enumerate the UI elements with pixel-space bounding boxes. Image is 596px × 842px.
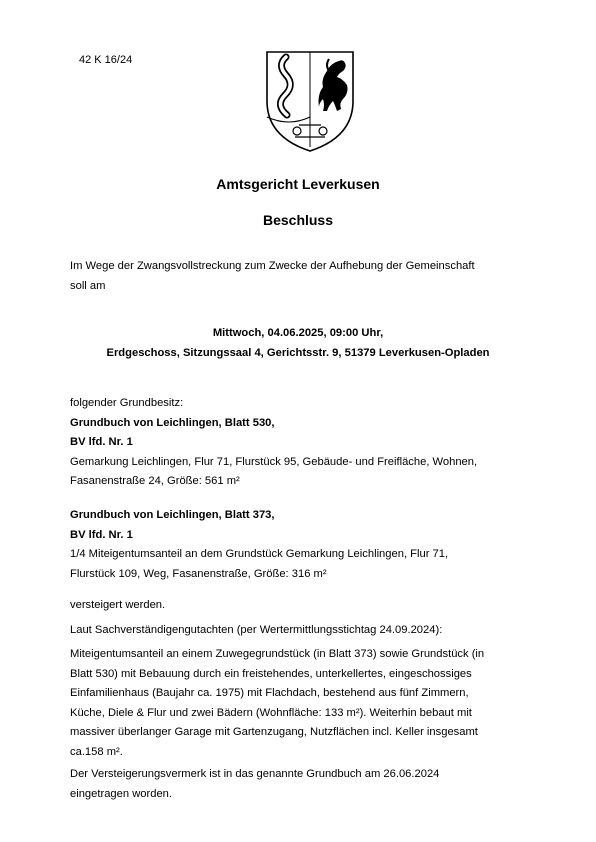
hearing-location: Erdgeschoss, Sitzungssaal 4, Gerichtsstr. 9, 51379 Leverkusen-Opladen <box>106 347 490 359</box>
property-intro: folgender Grundbesitz: <box>70 397 184 409</box>
parcel-description: Fasanenstraße 24, Größe: 561 m² <box>70 475 240 487</box>
appraisal-text: Miteigentumsanteil an einem Zuwegegrundstück (in Blatt 373) sowie Grundstück (in Blatt 530) mit Bebauung durch ein freistehendes, unterkellertes, eingeschossiges Einfamilienhaus (Baujahr ca. 1975) mit Flachdach, bestehend aus fünf Zimmern, Küche, Diele & Flur und zwei Bädern (Wohnfläche: 133 m²). Weiterhin bebaut mit massiver überlanger Garage mit Gartenzugang, Nutzflächen incl. Keller insgesamt ca.158 m². <box>70 648 485 758</box>
parcel-register: Grundbuch von Leichlingen, Blatt 530, <box>70 416 275 429</box>
document-type: Beschluss <box>262 212 334 228</box>
auction-text: versteigert werden. <box>70 599 166 611</box>
file-reference: 42 K 16/24 <box>79 54 133 66</box>
parcel-description: Gemarkung Leichlingen, Flur 71, Flurstück 95, Gebäude- und Freifläche, Wohnen, <box>70 455 478 468</box>
court-name: Amtsgericht Leverkusen <box>216 176 380 192</box>
registration-note: Der Versteigerungsvermerk ist in das genannte Grundbuch am 26.06.2024 eingetragen worden. <box>70 768 440 800</box>
appraisal-intro: Laut Sachverständigengutachten (per Wertermittlungsstichtag 24.09.2024): <box>70 624 443 636</box>
parcel-register: Grundbuch von Leichlingen, Blatt 373, <box>70 509 275 521</box>
parcel-1 <box>70 394 540 492</box>
intro-text: Im Wege der Zwangsvollstreckung zum Zwecke der Aufhebung der Gemeinschaft soll am <box>70 260 475 292</box>
parcel-description: Flurstück 109, Weg, Fasanenstraße, Größe: 316 m² <box>70 567 327 580</box>
parcel-description: 1/4 Miteigentumsanteil an dem Grundstück Gemarkung Leichlingen, Flur 71, <box>70 548 449 560</box>
parcel-entry: BV lfd. Nr. 1 <box>70 436 133 448</box>
parcel-entry: BV lfd. Nr. 1 <box>70 528 133 541</box>
coat-of-arms-icon <box>259 49 361 154</box>
hearing-date: Mittwoch, 04.06.2025, 09:00 Uhr, <box>212 327 384 339</box>
parcel-2 <box>70 506 540 584</box>
